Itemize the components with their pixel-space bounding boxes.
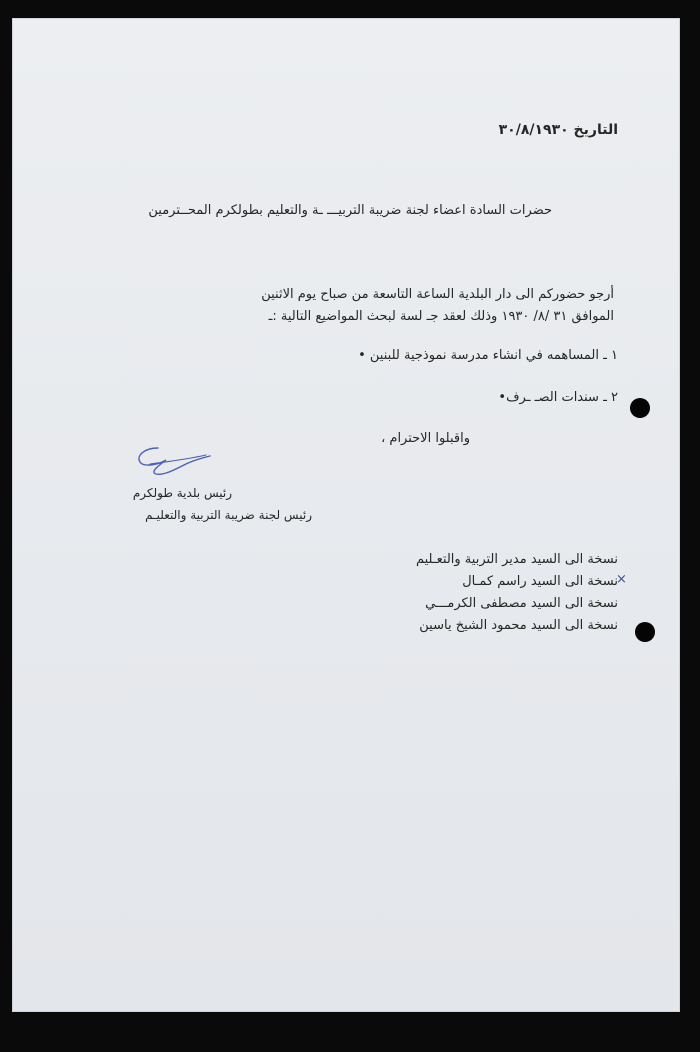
copy-line-4: نسخة الى السيد محمود الشيخ ياسين	[419, 618, 618, 633]
body-line-1: أرجو حضوركم الى دار البلدية الساعة التاسعة من صباح يوم الاثنين	[261, 287, 614, 302]
punch-hole-top	[630, 398, 650, 418]
check-mark-icon: ×	[616, 572, 627, 587]
letter-recipients: حضرات السادة اعضاء لجنة ضريبة التربيـــ ـة والتعليم بطولكرم المحــترمين	[148, 203, 552, 218]
handwritten-signature	[130, 442, 220, 486]
agenda-item-2: ٢ ـ سندات الصـ ـرف•	[498, 390, 618, 405]
closing-line: واقبلوا الاحترام ،	[381, 431, 470, 446]
copy-line-3: نسخة الى السيد مصطفى الكرمـــي	[425, 596, 618, 611]
body-line-2: الموافق ٣١ /٨/ ١٩٣٠ وذلك لعقد جـ لسة لبحث المواضيع التالية :ـ	[268, 309, 614, 324]
signature-title-2: رئيس لجنة ضريبة التربية والتعليـم	[145, 508, 312, 522]
signature-title-1: رئيس بلدية طولكرم	[132, 486, 232, 500]
punch-hole-bottom	[635, 622, 655, 642]
copy-line-2: نسخة الى السيد راسم كمـال	[462, 574, 618, 589]
agenda-item-1: ١ ـ المساهمه في انشاء مدرسة نموذجية للبنين •	[358, 348, 618, 363]
copy-line-1: نسخة الى السيد مدير التربية والتعـليم	[415, 552, 618, 567]
letter-date: التاريخ ٣٠/٨/١٩٣٠	[498, 122, 618, 138]
document-page	[12, 18, 680, 1012]
